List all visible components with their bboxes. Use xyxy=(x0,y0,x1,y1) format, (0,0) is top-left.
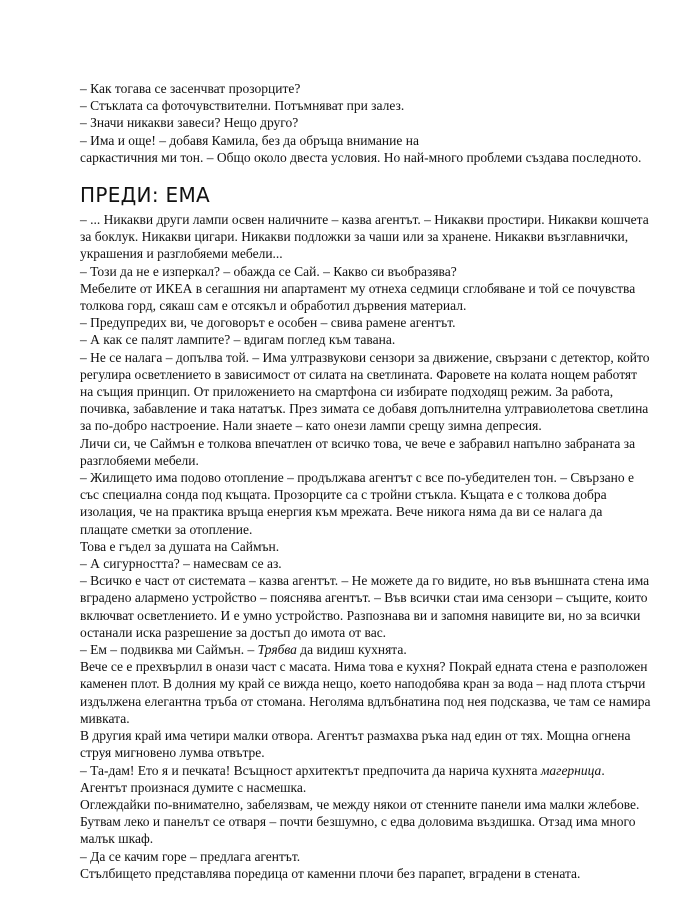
text-line: – Как тогава се засенчват прозорците? xyxy=(80,81,301,96)
emphasized-word: Трябва xyxy=(257,642,297,658)
text-segment: да видиш кухнята. xyxy=(296,642,407,658)
text-segment: – Та-дам! Ето я и печката! Всъщност архитектът предпочита да нарича кухнята xyxy=(80,762,541,778)
intro-text xyxy=(80,80,642,166)
text-line: издължена елегантна тръба от стомана. Неголяма вдлъбнатина под нея подсказва, че там се намира xyxy=(80,693,651,709)
text-line: В другия край има четири малки отвора. Агентът размахва ръка над един от тях. Мощна огнена xyxy=(80,728,631,744)
chapter-body xyxy=(80,211,651,882)
text-line: Стълбището представлява поредица от каменни плочи без парапет, вградени в стената. xyxy=(80,865,581,881)
text-line: – ... Никакви други лампи освен наличните – казва агентът. – Никакви простири. Никакви кошчета xyxy=(80,212,649,227)
text-line: мивката. xyxy=(80,710,130,726)
text-line: – Значи никакви завеси? Нещо друго? xyxy=(80,115,299,131)
text-line: включват осветлението. И е умно устройство. Разпознава ви и запомня навиците ви, но за всички xyxy=(80,607,641,623)
text-line: Оглеждайки по-внимателно, забелязвам, че между някои от стенните панели има малки жлебове. xyxy=(80,796,640,812)
text-line: Вече се е прехвърлил в онази част с масата. Нима това е кухня? Покрай едната стена е разположен xyxy=(80,659,648,675)
text-line: – Стъклата са фоточувствителни. Потъмняват при залез. xyxy=(80,98,405,114)
text-segment: – Ем – подвиква ми Саймън. – xyxy=(80,642,258,658)
text-line: регулира осветлението в зависимост от силата на светлината. Фаровете на колата нощем работят xyxy=(80,366,638,382)
text-line: плащате сметки за отопление. xyxy=(80,521,253,537)
text-line: Мебелите от ИКЕА в сегашния ни апартамент му отнеха седмици сглобяване и той се почувства xyxy=(80,280,636,296)
text-line: – А как се палят лампите? – вдигам поглед към тавана. xyxy=(80,332,396,348)
text-line: Личи си, че Саймън е толкова впечатлен от всичко това, че вече е забравил напълно забраната за xyxy=(80,435,636,451)
emphasized-word: магерница xyxy=(540,762,602,778)
text-line: украшения и разглобяеми мебели... xyxy=(80,246,283,262)
text-line: – Да се качим горе – предлага агентът. xyxy=(80,848,301,864)
text-line: Бутвам леко и панелът се отваря – почти безшумно, с едва доловима въздишка. Отзад има много xyxy=(80,814,636,830)
text-line: изолация, че на практика връща енергия към мрежата. Вече никога няма да ви се налага да xyxy=(80,504,603,520)
text-line: – А сигурността? – намесвам се аз. xyxy=(80,556,282,572)
text-line: със специална сонда под къщата. Прозорците са с тройни стъкла. Къщата е с толкова добра xyxy=(80,487,607,503)
text-line: вградено аларменo устройство – пояснява агентът. – Във всички стаи има сензори – същите, които xyxy=(80,590,648,606)
text-line: малък шкаф. xyxy=(80,831,154,847)
text-line: Това е гъдел за душата на Саймън. xyxy=(80,538,280,554)
chapter-heading: ПРЕДИ: ЕМА xyxy=(80,183,210,207)
text-line: за боклук. Никакви цигари. Никакви подложки за чаши или за хранене. Никакви възглавнички, xyxy=(80,229,629,245)
text-line: останали иска разрешение за достъп до имота от вас. xyxy=(80,624,387,640)
text-line: почивка, забавление и така нататък. През зимата се добавя допълнителна ултравиолетова светлина xyxy=(80,401,649,417)
text-line: разглобяеми мебели. xyxy=(80,452,199,468)
text-line: саркастичния ми тон. – Общо около двеста условия. Но най-много проблеми създава последното. xyxy=(80,149,642,165)
text-line: – Не се налага – допълва той. – Има ултразвукови сензори за движение, свързани с детектор, който xyxy=(80,349,650,365)
text-segment: . xyxy=(601,762,605,778)
text-line: – Жилището има подово отопление – продължава агентът с все по-убедителен тон. – Свързано е xyxy=(80,470,634,486)
text-line xyxy=(80,641,632,658)
text-line: толкова горд, сякаш сам е отсякъл и обработил дървения материал. xyxy=(80,298,467,314)
text-line: за по-добро настроение. Нали знаете – като онези лампи срещу зимна депресия. xyxy=(80,418,542,434)
text-line: – Всичко е част от системата – казва агентът. – Не можете да го видите, но във външната стена има xyxy=(80,573,650,589)
text-line: струя мигновено лумва отвътре. xyxy=(80,745,265,761)
text-line: Агентът произнася думите с насмешка. xyxy=(80,779,307,795)
text-line: – Предупредих ви, че договорът е особен – свива рамене агентът. xyxy=(80,315,456,331)
text-line: – Този да не е изперкал? – обажда се Сай. – Какво си въобразява? xyxy=(80,263,457,279)
text-line: каменен плот. В долния му край се вижда нещо, което наподобява кран за вода – над плота стърчи xyxy=(80,676,646,692)
text-line: – Има и още! – добавя Камила, без да обръща внимание на xyxy=(80,132,419,148)
text-line xyxy=(80,762,632,779)
text-line: на същия принцип. От приложението на смартфона си избирате подходящ режим. За работа, xyxy=(80,384,614,400)
